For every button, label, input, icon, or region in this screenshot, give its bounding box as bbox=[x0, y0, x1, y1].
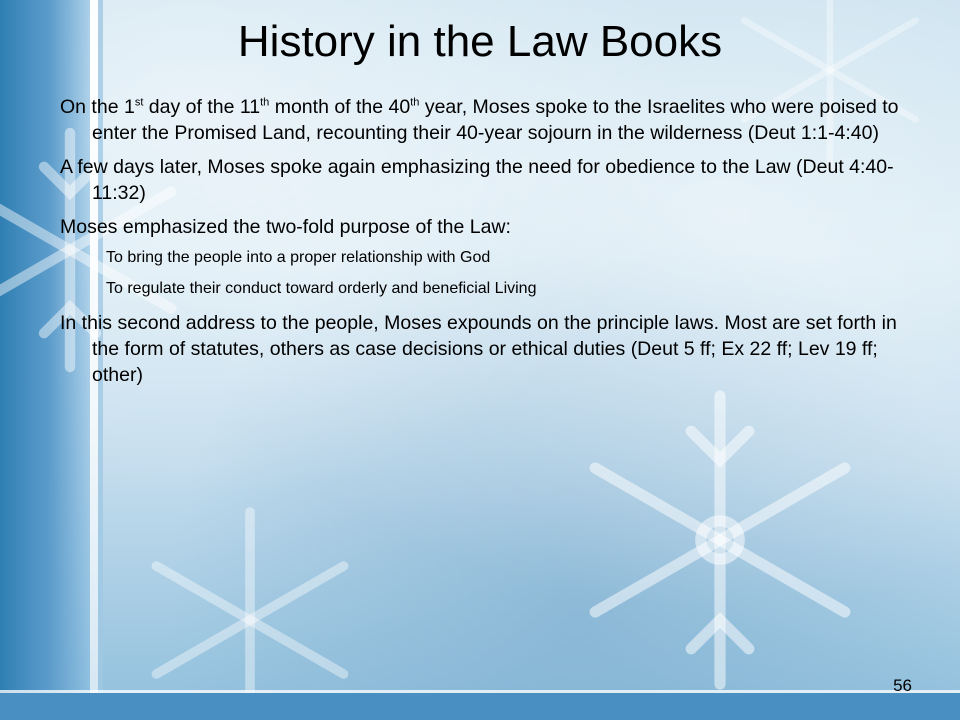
slide-body bbox=[60, 94, 910, 396]
bottom-band bbox=[0, 690, 960, 720]
page-number: 56 bbox=[893, 676, 912, 695]
slide-title: History in the Law Books bbox=[237, 17, 723, 66]
snowflake-icon bbox=[560, 380, 880, 700]
bullet-1: On the 1st day of the 11th month of the 40th year, Moses spoke to the Israelites who were poised to enter the Promised Land, recounting their 40-year sojourn in the wilderness (Deut 1:1-4:40) bbox=[60, 96, 899, 144]
sub-bullet-1: To bring the people into a proper relationship with God bbox=[106, 249, 491, 266]
sub-bullet-2: To regulate their conduct toward orderly and beneficial Living bbox=[106, 280, 537, 297]
bullet-3: Moses emphasized the two-fold purpose of the Law: bbox=[60, 216, 511, 238]
snowflake-icon bbox=[130, 500, 370, 720]
bullet-4: In this second address to the people, Moses expounds on the principle laws. Most are set forth in the form of statutes, others as case decisions or ethical duties (Deut 5 ff; Ex 22 ff; Lev 19 ff; other) bbox=[60, 312, 897, 386]
bullet-2: A few days later, Moses spoke again emphasizing the need for obedience to the Law (Deut 4:40-11:32) bbox=[60, 156, 894, 204]
